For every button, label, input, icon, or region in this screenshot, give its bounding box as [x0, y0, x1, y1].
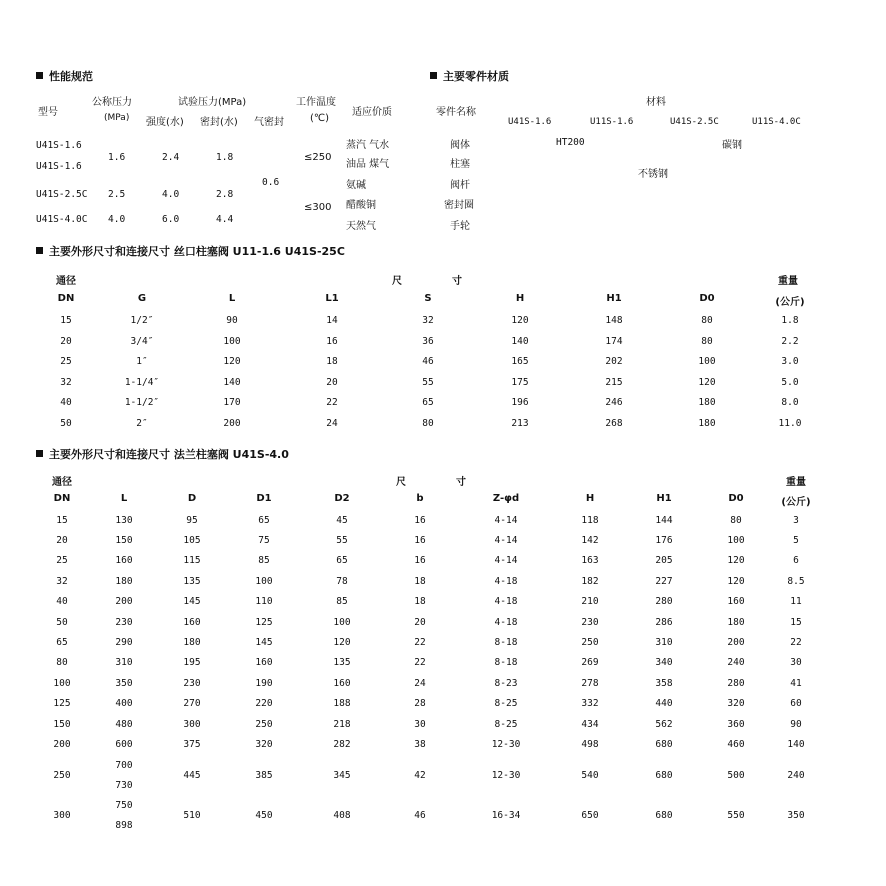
t3-cell: 16 [414, 535, 426, 546]
t2-cell: 15 [60, 315, 72, 326]
t3-cell: 80 [730, 515, 742, 526]
t3-cell: 20 [414, 617, 426, 628]
bullet-square-icon [36, 247, 43, 254]
t3-cell: 16 [414, 555, 426, 566]
t3-cell: 42 [414, 770, 426, 781]
materials-section-title: 主要零件材质 [430, 68, 509, 84]
t3-cell: 120 [727, 555, 745, 566]
t3-cell: 60 [790, 698, 802, 709]
t2-cell: 2.2 [781, 336, 799, 347]
t2-cell: 50 [60, 418, 72, 429]
bullet-square-icon [36, 72, 43, 79]
perf-strength-cell: 6.0 [162, 214, 180, 225]
perf-header-nominal-unit: (MPa) [104, 113, 130, 123]
t3-cell: 230 [115, 617, 133, 628]
t2-cell: 170 [223, 397, 241, 408]
t3-cell: 240 [727, 657, 745, 668]
t3-cell: 120 [727, 576, 745, 587]
perf-seal-cell: 1.8 [216, 152, 234, 163]
t3-cell: 100 [727, 535, 745, 546]
t3-cell: 78 [336, 576, 348, 587]
t3-cell: 80 [56, 657, 68, 668]
t2-cell: 175 [511, 377, 529, 388]
t3-cell: 510 [183, 810, 201, 821]
t3-cell: 182 [581, 576, 599, 587]
t3-cell: 440 [655, 698, 673, 709]
t3-cell: 85 [336, 596, 348, 607]
t2-cell: 100 [698, 356, 716, 367]
t2-cell: 1-1/4″ [124, 377, 160, 388]
t2-cell: 165 [511, 356, 529, 367]
perf-strength-cell: 4.0 [162, 189, 180, 200]
perf-header-seal: 密封(水) [200, 117, 238, 128]
t3-cell: 16 [414, 515, 426, 526]
t3-cell: 300 [183, 719, 201, 730]
t3-cell: 95 [186, 515, 198, 526]
t2-cell: 120 [511, 315, 529, 326]
t3-cell: 680 [655, 810, 673, 821]
t2-cell: 215 [605, 377, 623, 388]
perf-media-item: 醋酸铜 [346, 200, 376, 211]
t3-column-header: D0 [728, 493, 744, 504]
t3-cell: 22 [790, 637, 802, 648]
t2-cell: 80 [701, 315, 713, 326]
t3-column-header: D [187, 493, 197, 504]
t3-cell: 310 [115, 657, 133, 668]
t3-cell: 140 [787, 739, 805, 750]
t2-cell: 268 [605, 418, 623, 429]
bullet-square-icon [430, 72, 437, 79]
t2-column-header: H1 [606, 293, 622, 304]
t2-column-header: L1 [325, 293, 339, 304]
t3-cell: 540 [581, 770, 599, 781]
t2-cell: 16 [326, 336, 338, 347]
perf-header-strength: 强度(水) [146, 117, 184, 128]
t3-cell: 15 [790, 617, 802, 628]
t3-cell: 4-14 [494, 535, 518, 546]
perf-header-temp-unit: (℃) [310, 113, 330, 124]
t2-cell: 40 [60, 397, 72, 408]
t3-column-header: L [120, 493, 128, 504]
perf-model-cell: U41S-1.6 [36, 161, 82, 172]
t3-cell: 190 [255, 678, 273, 689]
t3-cell: 100 [255, 576, 273, 587]
t3-cell: 280 [727, 678, 745, 689]
t3-cell: 24 [414, 678, 426, 689]
mat-carbon-steel: 碳钢 [722, 140, 742, 151]
perf-media-item: 蒸汽 气水 [346, 140, 390, 151]
t2-cell: 14 [326, 315, 338, 326]
t3-cell: 360 [727, 719, 745, 730]
t3-header-dimensions: 尺 [396, 477, 406, 488]
t3-cell: 200 [53, 739, 71, 750]
t3-cell: 12-30 [491, 739, 521, 750]
t3-cell: 18 [414, 576, 426, 587]
t3-cell: 4-18 [494, 576, 518, 587]
threaded-valve-section-title: 主要外形尺寸和连接尺寸 丝口柱塞阀 U11-1.6 U41S-25C [36, 243, 345, 259]
t3-cell: 270 [183, 698, 201, 709]
t2-cell: 80 [701, 336, 713, 347]
t3-cell: 4-18 [494, 617, 518, 628]
t3-cell: 144 [655, 515, 673, 526]
perf-header-temp: 工作温度 [296, 97, 336, 108]
mat-model-header: U11S-4.0C [752, 117, 801, 127]
t3-cell: 65 [336, 555, 348, 566]
t3-cell: 118 [581, 515, 599, 526]
t2-cell: 140 [511, 336, 529, 347]
t3-cell: 282 [333, 739, 351, 750]
t2-cell: 180 [698, 418, 716, 429]
perf-media-item: 油品 煤气 [346, 159, 390, 170]
t3-cell-extra: 898 [115, 820, 133, 831]
t3-cell: 25 [56, 555, 68, 566]
t3-cell: 3 [793, 515, 799, 526]
t3-column-header: DN [53, 493, 71, 504]
t2-cell: 65 [422, 397, 434, 408]
mat-model-header: U41S-2.5C [670, 117, 719, 127]
t3-cell: 375 [183, 739, 201, 750]
t3-cell: 434 [581, 719, 599, 730]
t3-cell: 30 [414, 719, 426, 730]
perf-header-model: 型号 [38, 107, 58, 118]
t3-cell: 135 [183, 576, 201, 587]
t2-cell: 1″ [136, 356, 148, 367]
t2-cell: 180 [698, 397, 716, 408]
t2-cell: 148 [605, 315, 623, 326]
t3-column-header: D1 [256, 493, 272, 504]
t2-cell: 200 [223, 418, 241, 429]
t3-cell: 230 [183, 678, 201, 689]
t3-cell: 55 [336, 535, 348, 546]
t3-cell: 320 [255, 739, 273, 750]
t3-cell: 65 [258, 515, 270, 526]
t2-cell: 80 [422, 418, 434, 429]
t2-cell: 55 [422, 377, 434, 388]
t3-cell: 135 [333, 657, 351, 668]
t2-cell: 3.0 [781, 356, 799, 367]
perf-nominal-cell: 4.0 [108, 214, 126, 225]
t3-cell: 500 [727, 770, 745, 781]
perf-seal-cell: 2.8 [216, 189, 234, 200]
t2-column-header: H [515, 293, 525, 304]
t3-cell: 16-34 [491, 810, 521, 821]
t3-cell: 300 [53, 810, 71, 821]
t2-column-header: D0 [699, 293, 715, 304]
t2-cell: 202 [605, 356, 623, 367]
t2-cell: 174 [605, 336, 623, 347]
t3-cell: 250 [53, 770, 71, 781]
t3-header-weight: 重量 [786, 477, 806, 488]
t3-cell: 230 [581, 617, 599, 628]
t3-cell: 50 [56, 617, 68, 628]
t3-cell: 680 [655, 739, 673, 750]
t2-cell: 1-1/2″ [124, 397, 160, 408]
t3-cell: 600 [115, 739, 133, 750]
t3-cell: 450 [255, 810, 273, 821]
t3-cell: 160 [333, 678, 351, 689]
t3-cell: 125 [53, 698, 71, 709]
t2-header-weight: 重量 [778, 276, 798, 287]
t3-cell: 269 [581, 657, 599, 668]
t3-cell: 210 [581, 596, 599, 607]
mat-ht200: HT200 [556, 137, 585, 148]
t3-cell: 100 [333, 617, 351, 628]
t3-cell: 385 [255, 770, 273, 781]
t3-cell: 75 [258, 535, 270, 546]
t3-cell: 345 [333, 770, 351, 781]
t2-cell: 5.0 [781, 377, 799, 388]
t3-column-header: H [585, 493, 595, 504]
t3-cell: 105 [183, 535, 201, 546]
t3-cell: 286 [655, 617, 673, 628]
t3-cell: 110 [255, 596, 273, 607]
t3-cell: 408 [333, 810, 351, 821]
t3-cell: 160 [255, 657, 273, 668]
t3-cell: 130 [115, 515, 133, 526]
t2-cell: 18 [326, 356, 338, 367]
t3-cell: 332 [581, 698, 599, 709]
t3-cell: 46 [414, 810, 426, 821]
t2-column-header: DN [57, 293, 75, 304]
t3-cell: 350 [787, 810, 805, 821]
t3-cell: 5 [793, 535, 799, 546]
perf-air-value: 0.6 [262, 177, 280, 188]
t2-cell: 90 [226, 315, 238, 326]
t3-cell: 218 [333, 719, 351, 730]
t3-cell: 200 [727, 637, 745, 648]
t3-cell: 550 [727, 810, 745, 821]
t2-cell: 25 [60, 356, 72, 367]
t3-cell: 180 [183, 637, 201, 648]
t3-cell: 160 [115, 555, 133, 566]
t2-cell: 1/2″ [130, 315, 154, 326]
t3-cell: 150 [53, 719, 71, 730]
perf-nominal-cell: 2.5 [108, 189, 126, 200]
t3-cell: 100 [53, 678, 71, 689]
t3-cell: 115 [183, 555, 201, 566]
t3-cell: 8.5 [787, 576, 805, 587]
t2-cell: 213 [511, 418, 529, 429]
t2-cell: 8.0 [781, 397, 799, 408]
mat-stainless: 不锈钢 [638, 169, 668, 180]
t3-cell: 18 [414, 596, 426, 607]
t2-column-header: S [424, 293, 432, 304]
t3-cell: 290 [115, 637, 133, 648]
t3-cell: 8-25 [494, 698, 518, 709]
t3-cell: 680 [655, 770, 673, 781]
t2-cell: 20 [60, 336, 72, 347]
t3-cell: 15 [56, 515, 68, 526]
t3-cell: 160 [183, 617, 201, 628]
t3-column-header: H1 [656, 493, 672, 504]
t2-column-header: (公斤) [775, 297, 805, 308]
t3-cell: 188 [333, 698, 351, 709]
t3-cell: 278 [581, 678, 599, 689]
t3-cell: 358 [655, 678, 673, 689]
t2-cell: 140 [223, 377, 241, 388]
t3-cell: 4-14 [494, 555, 518, 566]
t3-column-header: D2 [334, 493, 350, 504]
t3-cell: 145 [255, 637, 273, 648]
t3-cell: 480 [115, 719, 133, 730]
t3-cell: 41 [790, 678, 802, 689]
t3-cell: 145 [183, 596, 201, 607]
t3-cell: 700 [115, 760, 133, 771]
t3-cell: 8-25 [494, 719, 518, 730]
t2-cell: 120 [698, 377, 716, 388]
t2-cell: 100 [223, 336, 241, 347]
t2-header-dimensions: 尺 [392, 276, 402, 287]
t3-cell: 4-18 [494, 596, 518, 607]
t3-cell: 125 [255, 617, 273, 628]
mat-part-name: 手轮 [450, 221, 470, 232]
t3-cell: 340 [655, 657, 673, 668]
t3-cell: 176 [655, 535, 673, 546]
t2-cell: 32 [422, 315, 434, 326]
perf-header-media: 适应价质 [352, 107, 392, 118]
t3-cell: 750 [115, 800, 133, 811]
mat-part-name: 阀杆 [450, 180, 470, 191]
t3-cell: 40 [56, 596, 68, 607]
t2-cell: 2″ [136, 418, 148, 429]
t3-cell: 90 [790, 719, 802, 730]
t3-cell: 85 [258, 555, 270, 566]
t3-cell: 320 [727, 698, 745, 709]
t2-cell: 120 [223, 356, 241, 367]
t3-cell: 32 [56, 576, 68, 587]
t3-cell: 6 [793, 555, 799, 566]
t3-cell: 28 [414, 698, 426, 709]
t2-cell: 11.0 [778, 418, 802, 429]
perf-header-nominal: 公称压力 [92, 97, 132, 108]
t2-header-diameter: 通径 [56, 276, 76, 287]
perf-nominal-cell: 1.6 [108, 152, 126, 163]
t3-cell: 562 [655, 719, 673, 730]
t3-cell: 45 [336, 515, 348, 526]
bullet-square-icon [36, 450, 43, 457]
t3-cell: 650 [581, 810, 599, 821]
t3-cell: 227 [655, 576, 673, 587]
mat-header-part: 零件名称 [436, 107, 476, 118]
t3-cell: 30 [790, 657, 802, 668]
flanged-valve-section-title: 主要外形尺寸和连接尺寸 法兰柱塞阀 U41S-4.0 [36, 446, 289, 462]
perf-media-item: 天然气 [346, 221, 376, 232]
t3-column-header: b [416, 493, 424, 504]
perf-model-cell: U41S-1.6 [36, 140, 82, 151]
t3-cell: 310 [655, 637, 673, 648]
t2-cell: 46 [422, 356, 434, 367]
t3-cell: 460 [727, 739, 745, 750]
t3-cell: 8-18 [494, 657, 518, 668]
mat-part-name: 阀体 [450, 140, 470, 151]
t3-cell-extra: 730 [115, 780, 133, 791]
t3-cell: 220 [255, 698, 273, 709]
perf-temp-value: ≤250 [304, 152, 332, 163]
mat-model-header: U41S-1.6 [508, 117, 552, 127]
t2-cell: 1.8 [781, 315, 799, 326]
t3-header-diameter: 通径 [52, 477, 72, 488]
perf-strength-cell: 2.4 [162, 152, 180, 163]
mat-header-material: 材料 [646, 97, 666, 108]
t2-cell: 24 [326, 418, 338, 429]
t3-cell: 350 [115, 678, 133, 689]
t3-cell: 8-23 [494, 678, 518, 689]
performance-section-title: 性能规范 [36, 68, 93, 84]
t2-cell: 22 [326, 397, 338, 408]
perf-temp-value: ≤300 [304, 202, 332, 213]
t3-cell: 160 [727, 596, 745, 607]
t2-cell: 20 [326, 377, 338, 388]
t3-cell: 142 [581, 535, 599, 546]
t3-cell: 12-30 [491, 770, 521, 781]
t3-cell: 280 [655, 596, 673, 607]
t3-cell: 120 [333, 637, 351, 648]
t2-cell: 196 [511, 397, 529, 408]
t3-cell: 498 [581, 739, 599, 750]
t3-cell: 250 [581, 637, 599, 648]
t3-cell: 163 [581, 555, 599, 566]
t3-cell: 22 [414, 657, 426, 668]
t3-cell: 205 [655, 555, 673, 566]
t2-header-dimensions-2: 寸 [452, 276, 462, 287]
t3-cell: 240 [787, 770, 805, 781]
t3-cell: 8-18 [494, 637, 518, 648]
mat-part-name: 密封圈 [444, 200, 474, 211]
t2-cell: 32 [60, 377, 72, 388]
t3-cell: 65 [56, 637, 68, 648]
perf-model-cell: U41S-2.5C [36, 189, 88, 200]
t2-cell: 36 [422, 336, 434, 347]
t2-cell: 246 [605, 397, 623, 408]
t3-cell: 4-14 [494, 515, 518, 526]
t3-cell: 38 [414, 739, 426, 750]
t3-cell: 400 [115, 698, 133, 709]
t3-cell: 11 [790, 596, 802, 607]
perf-model-cell: U41S-4.0C [36, 214, 88, 225]
perf-seal-cell: 4.4 [216, 214, 234, 225]
t3-cell: 195 [183, 657, 201, 668]
t3-cell: 180 [727, 617, 745, 628]
perf-media-item: 氨碱 [346, 180, 366, 191]
mat-model-header: U11S-1.6 [590, 117, 634, 127]
t3-column-header: Z-φd [492, 493, 520, 504]
t2-cell: 3/4″ [130, 336, 154, 347]
t3-cell: 445 [183, 770, 201, 781]
t3-cell: 150 [115, 535, 133, 546]
t3-cell: 20 [56, 535, 68, 546]
perf-header-test-pressure: 试验压力(MPa) [178, 97, 247, 108]
t2-column-header: G [137, 293, 147, 304]
t3-column-header: (公斤) [781, 497, 811, 508]
t3-cell: 180 [115, 576, 133, 587]
mat-part-name: 柱塞 [450, 159, 470, 170]
t3-cell: 200 [115, 596, 133, 607]
t3-cell: 22 [414, 637, 426, 648]
t3-cell: 250 [255, 719, 273, 730]
t2-column-header: L [228, 293, 236, 304]
t3-header-dimensions-2: 寸 [456, 477, 466, 488]
perf-header-air: 气密封 [254, 117, 284, 128]
